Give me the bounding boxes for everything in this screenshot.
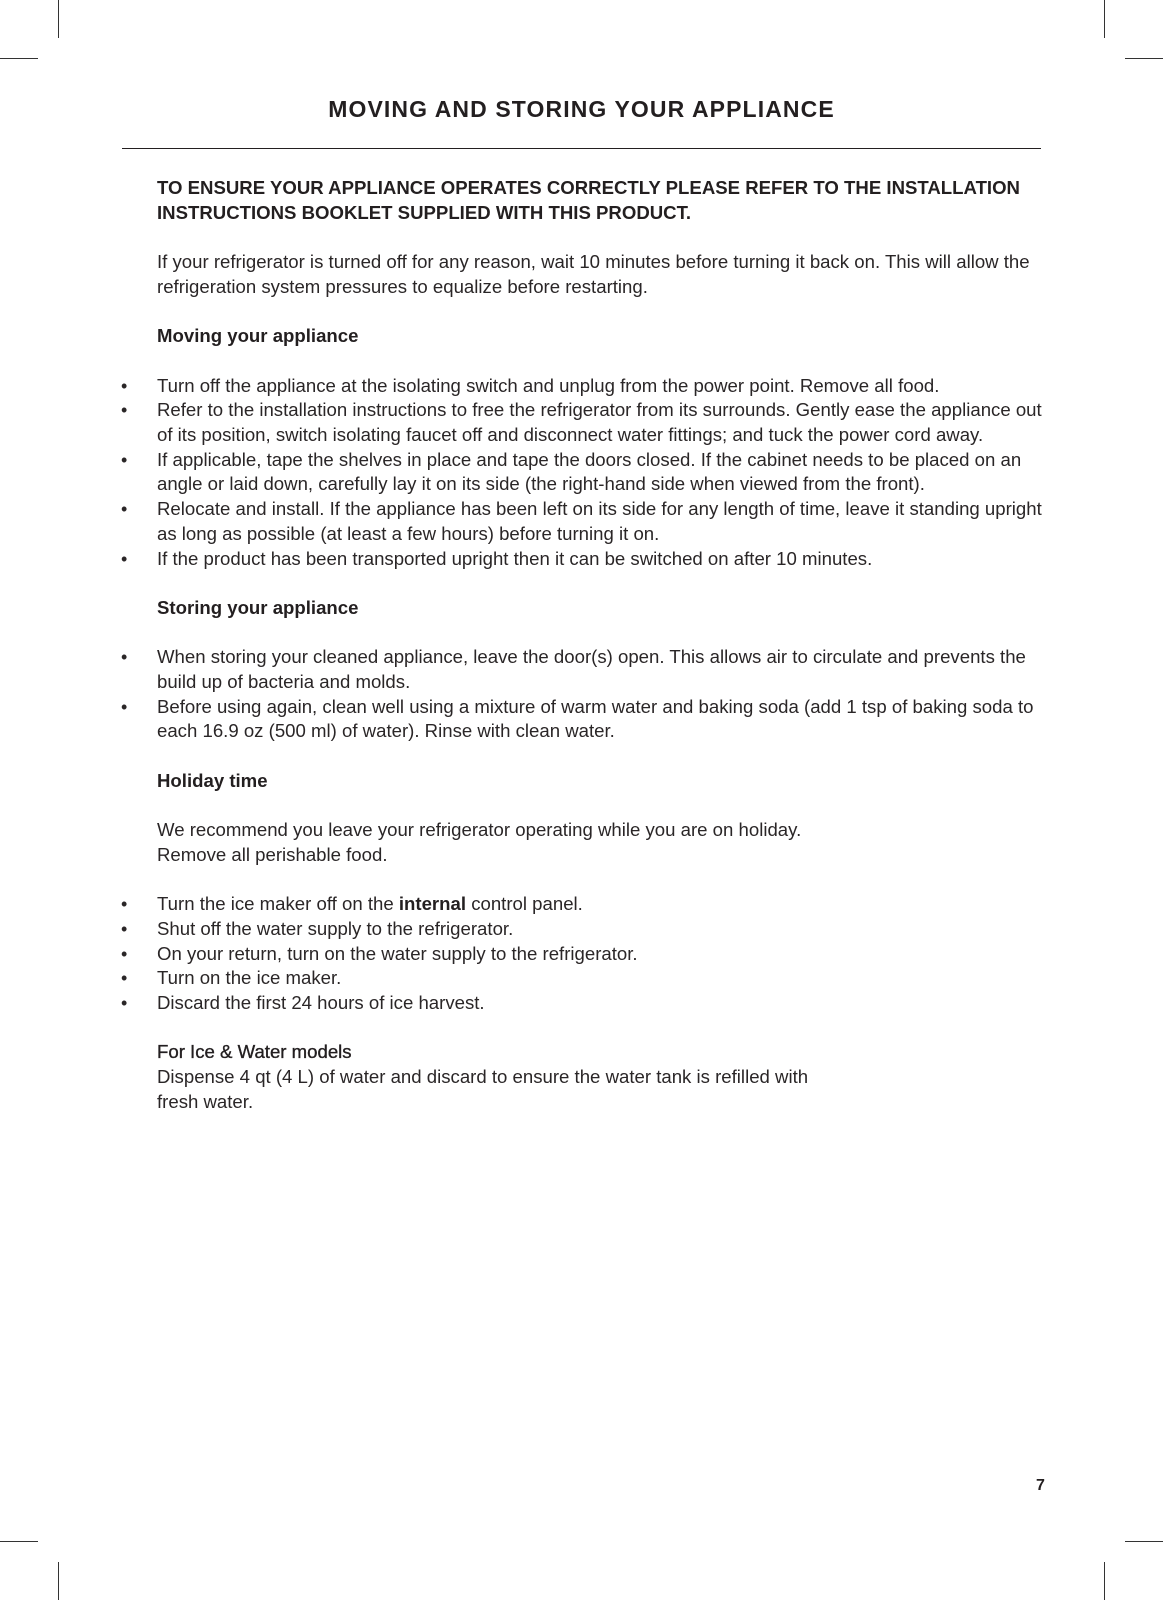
holiday-intro-line-2: Remove all perishable food.	[157, 843, 388, 865]
page-number: 7	[1036, 1477, 1045, 1494]
ice-water-line-2: fresh water.	[157, 1090, 254, 1112]
list-item: • Shut off the water supply to the refrigerator.	[157, 917, 1042, 942]
list-item: • Turn the ice maker off on the internal control panel.	[157, 892, 1042, 917]
list-item: • Before using again, clean well using a mixture of warm water and baking soda (add 1 tsp of baking soda to each 16.9 oz (500 ml) of water). Rinse with clean water.	[121, 695, 1034, 742]
title-divider	[122, 148, 1041, 149]
bullet-icon: •	[121, 647, 128, 668]
holiday-intro-line-1: We recommend you leave your refrigerator operating while you are on holiday.	[157, 819, 802, 841]
list-item: • Turn on the ice maker.	[157, 966, 1042, 991]
bullet-icon: •	[121, 968, 128, 989]
page-content	[121, 176, 1042, 1115]
list-item: • If the product has been transported upright then it can be switched on after 10 minutes.	[157, 547, 1042, 572]
bullet-icon: •	[121, 894, 128, 915]
bullet-icon: •	[121, 993, 128, 1014]
list-item: • Discard the first 24 hours of ice harvest.	[157, 991, 1042, 1016]
crop-mark-top-right-horizontal	[1125, 58, 1163, 59]
crop-mark-bottom-right-horizontal	[1125, 1541, 1163, 1542]
crop-mark-top-left-vertical	[58, 0, 59, 38]
list-item: • Relocate and install. If the appliance has been left on its side for any length of time, leave it standing upright as long as possible (at least a few hours) before turning it on.	[121, 498, 1042, 544]
bullet-icon: •	[121, 918, 128, 939]
bullet-icon: •	[121, 375, 128, 396]
crop-mark-top-right-vertical	[1104, 0, 1105, 38]
bullet-icon: •	[121, 696, 128, 717]
list-item: • Turn off the appliance at the isolating switch and unplug from the power point. Remove all food.	[157, 374, 1042, 399]
moving-list	[121, 374, 1042, 572]
emphasis-internal: internal	[398, 893, 467, 915]
bullet-icon: •	[121, 548, 128, 569]
crop-mark-bottom-left-vertical	[58, 1562, 59, 1600]
holiday-list	[121, 892, 1042, 1016]
list-item: • Refer to the installation instructions to free the refrigerator from its surrounds. Gently ease the appliance out of its position, switch isolating faucet off and disconnect water fittings; and tuck the power cord away.	[121, 399, 1042, 445]
ice-water-line-1: Dispense 4 qt (4 L) of water and discard to ensure the water tank is refilled with	[157, 1066, 809, 1088]
page-title: MOVING AND STORING YOUR APPLIANCE	[328, 96, 835, 122]
holiday-heading: Holiday time	[157, 769, 268, 791]
bullet-icon: •	[121, 400, 128, 421]
bullet-icon: •	[121, 449, 128, 470]
storing-list	[121, 645, 1042, 744]
ice-water-heading: For Ice & Water models	[157, 1041, 352, 1063]
list-item: • If applicable, tape the shelves in place and tape the doors closed. If the cabinet needs to be placed on an angle or laid down, carefully lay it on its side (the right-hand side when viewed from the front).	[121, 448, 1022, 495]
bullet-icon: •	[121, 943, 128, 964]
crop-mark-bottom-left-horizontal	[0, 1541, 38, 1542]
list-item: • On your return, turn on the water supply to the refrigerator.	[157, 942, 1042, 967]
moving-heading: Moving your appliance	[157, 325, 359, 347]
restart-paragraph: If your refrigerator is turned off for any reason, wait 10 minutes before turning it back on. This will allow the refrigeration system pressures to equalize before restarting.	[157, 251, 1030, 297]
list-item: • When storing your cleaned appliance, leave the door(s) open. This allows air to circulate and prevents the build up of bacteria and molds.	[121, 646, 1026, 692]
crop-mark-top-left-horizontal	[0, 58, 38, 59]
bullet-icon: •	[121, 499, 128, 520]
crop-mark-bottom-right-vertical	[1104, 1562, 1105, 1600]
installation-notice: TO ENSURE YOUR APPLIANCE OPERATES CORRECTLY PLEASE REFER TO THE INSTALLATION INSTRUCTIONS BOOKLET SUPPLIED WITH THIS PRODUCT.	[157, 177, 1020, 223]
storing-heading: Storing your appliance	[157, 596, 359, 618]
